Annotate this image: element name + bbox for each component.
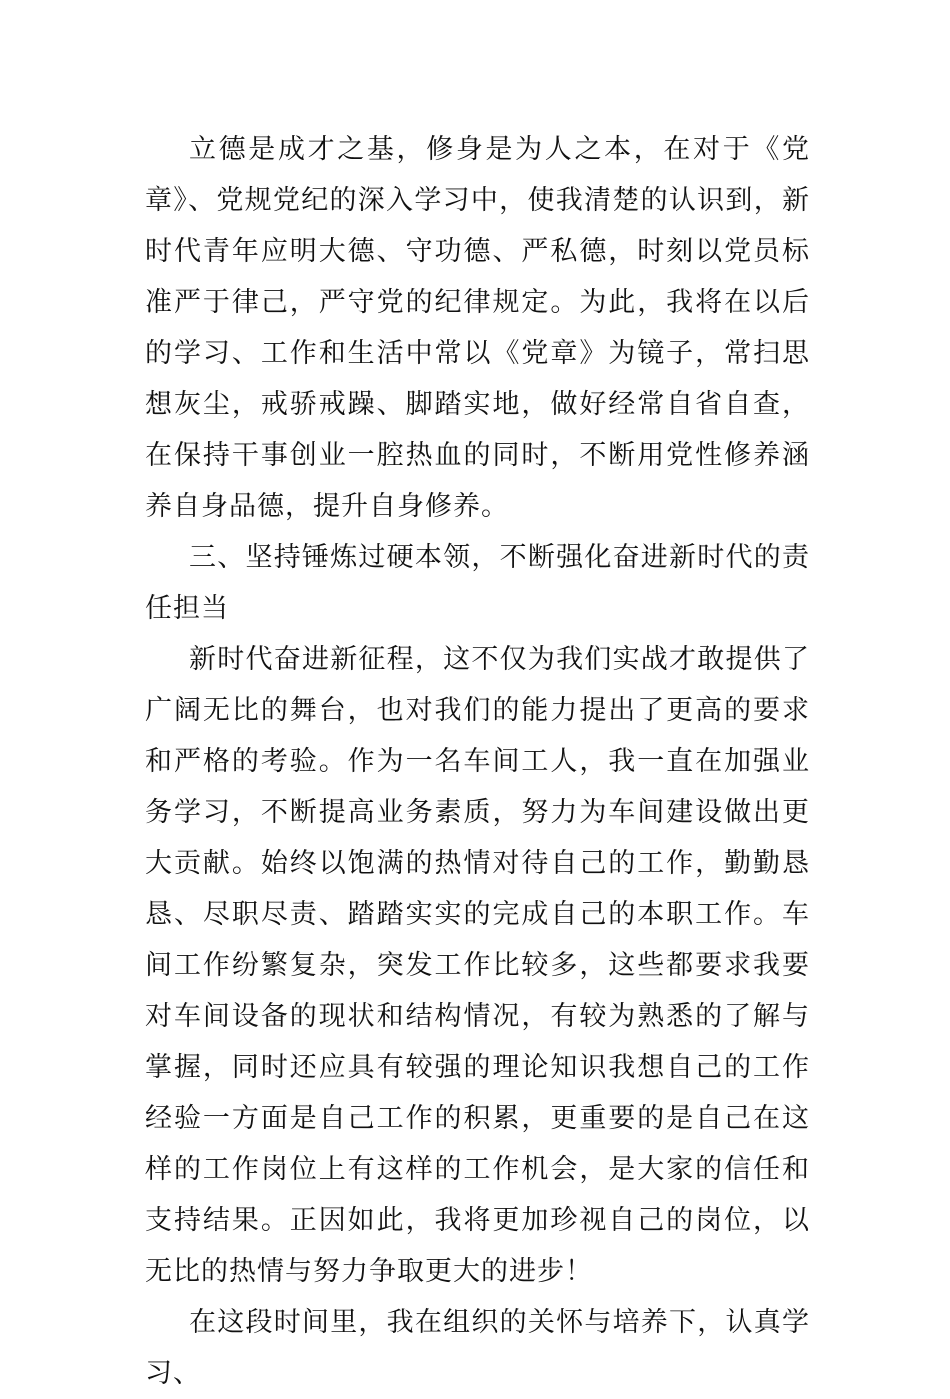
document-body bbox=[145, 124, 810, 1399]
paragraph-organization-care: 在这段时间里，我在组织的关怀与培养下，认真学习、 bbox=[145, 1307, 810, 1389]
paragraph-workshop-work: 新时代奋进新征程，这不仅为我们实战才敢提供了广阔无比的舞台，也对我们的能力提出了更高的要求和严格的考验。作为一名车间工人，我一直在加强业务学习，不断提高业务素质，努力为车间建设做出更大贡献。始终以饱满的热情对待自己的工作，勤勤恳恳、尽职尽责、踏踏实实的完成自己的本职工作。车间工作纷繁复杂，突发工作比较多，这些都要求我要对车间设备的现状和结构情况，有较为熟悉的了解与掌握，同时还应具有较强的理论知识我想自己的工作经验一方面是自己工作的积累，更重要的是自己在这样的工作岗位上有这样的工作机会，是大家的信任和支持结果。正因如此，我将更加珍视自己的岗位，以无比的热情与努力争取更大的进步！ bbox=[145, 644, 810, 1287]
paragraph-self-cultivation: 立德是成才之基，修身是为人之本，在对于《党章》、党规党纪的深入学习中，使我清楚的认识到，新时代青年应明大德、守功德、严私德，时刻以党员标准严于律己，严守党的纪律规定。为此，我将在以后的学习、工作和生活中常以《党章》为镜子，常扫思想灰尘，戒骄戒躁、脚踏实地，做好经常自省自查，在保持干事创业一腔热血的同时，不断用党性修养涵养自身品德，提升自身修养。 bbox=[145, 134, 810, 522]
section-heading-three: 三、坚持锤炼过硬本领，不断强化奋进新时代的责任担当 bbox=[145, 542, 810, 624]
